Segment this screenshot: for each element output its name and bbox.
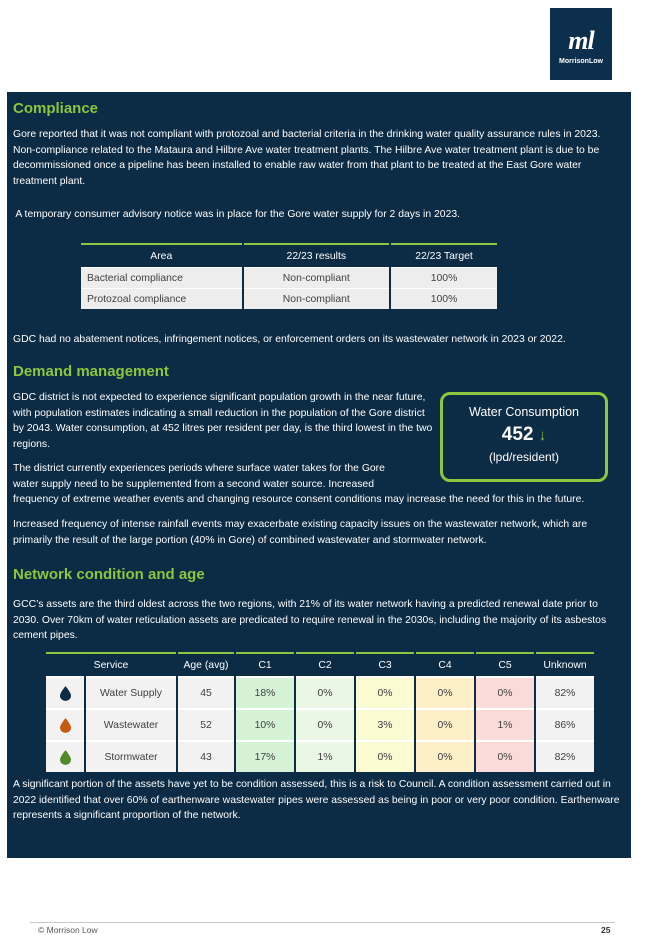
service-icon-cell	[46, 740, 84, 772]
network-paragraph-1: GCC’s assets are the third oldest across the two regions, with 21% of its water network having a predicted renewal date prior to 2030. Over 70km of water reticulation assets are predicated to require renewal in the 2030s, including the majority of its asbestos cement pipes.	[13, 599, 607, 641]
table-cell-c3: 0%	[356, 676, 414, 708]
table-cell-service: Stormwater	[86, 740, 176, 772]
table-cell-c5: 0%	[476, 740, 534, 772]
network-paragraph-2: A significant portion of the assets have yet to be condition assessed, this is a risk to Council. A condition assessment carried out in 2022 identified that over 60% of earthenware wastewater pipes were assessed as being in poor or very poor condition. Earthenware represents a significant proportion of the network.	[13, 779, 620, 821]
network-header-c3: C3	[356, 652, 414, 676]
table-cell: 100%	[391, 267, 497, 288]
table-row	[81, 267, 497, 288]
table-row	[46, 740, 594, 772]
table-cell-c1: 10%	[236, 708, 294, 740]
logo-mark: ml	[568, 26, 594, 55]
wastewater-drop-icon	[60, 718, 71, 733]
arrow-down-icon: ↓	[538, 427, 547, 444]
content-panel	[7, 92, 631, 858]
compliance-paragraph-1: Gore reported that it was not compliant with protozoal and bacterial criteria in the drinking water quality assurance rules in 2023. Non-compliance related to the Mataura and Hilbre Ave water treatment plants. The Hilbre Ave water treatment plant is due to be decommissioned once a pipeline has been installed to enable raw water from that plant to be treated at the East Gore water treatment plant.	[13, 129, 601, 187]
table-cell-service: Water Supply	[86, 676, 176, 708]
network-header-c5: C5	[476, 652, 534, 676]
table-cell-c5: 1%	[476, 708, 534, 740]
table-cell-unknown: 86%	[536, 708, 594, 740]
network-header-c2: C2	[296, 652, 354, 676]
compliance-heading: Compliance	[13, 100, 99, 117]
footer-divider	[30, 922, 615, 923]
table-row	[46, 708, 594, 740]
compliance-header-target: 22/23 Target	[391, 243, 497, 267]
table-cell-age: 52	[178, 708, 234, 740]
demand-paragraph-2b: frequency of extreme weather events and changing resource consent conditions may increase the need for this in the future.	[13, 494, 585, 505]
table-cell-c2: 0%	[296, 708, 354, 740]
demand-paragraph-1: GDC district is not expected to experience significant population growth in the near future, with population estimates indicating a small reduction in the population of the Gore district by 2043. Water consumption, at 452 litres per resident per day, is the third lowest in the two regions.	[13, 392, 433, 450]
page-number: 25	[601, 925, 611, 935]
water-consumption-value: 452	[501, 424, 534, 445]
compliance-table	[79, 243, 499, 309]
table-cell-c5: 0%	[476, 676, 534, 708]
table-cell-c2: 0%	[296, 676, 354, 708]
table-cell-c1: 18%	[236, 676, 294, 708]
compliance-paragraph-2: A temporary consumer advisory notice was in place for the Gore water supply for 2 days in 2023.	[13, 209, 461, 220]
table-cell-unknown: 82%	[536, 740, 594, 772]
table-cell-c4: 0%	[416, 708, 474, 740]
network-header-c4: C4	[416, 652, 474, 676]
demand-heading: Demand management	[13, 363, 169, 380]
compliance-header-area: Area	[81, 243, 242, 267]
network-condition-table	[44, 652, 596, 772]
compliance-header-results: 22/23 results	[244, 243, 390, 267]
table-cell-age: 43	[178, 740, 234, 772]
network-header-c1: C1	[236, 652, 294, 676]
demand-paragraph-3: Increased frequency of intense rainfall events may exacerbate existing capacity issues on the wastewater network, which are primarily the result of the large portion (40% in Gore) of combined wastewater and stormwater network.	[13, 519, 588, 546]
water-consumption-callout	[440, 392, 608, 482]
network-header-age: Age (avg)	[178, 652, 234, 676]
table-cell-c4: 0%	[416, 676, 474, 708]
morrisonlow-logo	[550, 8, 612, 80]
network-heading: Network condition and age	[13, 566, 205, 583]
water-consumption-title: Water Consumption	[469, 405, 579, 419]
water-consumption-value-row	[443, 424, 605, 446]
table-cell-service: Wastewater	[86, 708, 176, 740]
table-row	[81, 288, 497, 309]
table-row	[46, 676, 594, 708]
table-cell: Protozoal compliance	[81, 288, 242, 309]
water-consumption-unit: (lpd/resident)	[488, 450, 560, 464]
table-cell-unknown: 82%	[536, 676, 594, 708]
table-cell-age: 45	[178, 676, 234, 708]
stormwater-drop-icon	[60, 750, 71, 765]
logo-text: MorrisonLow	[559, 58, 603, 65]
network-header-unknown: Unknown	[536, 652, 594, 676]
network-header-service: Service	[46, 652, 176, 676]
service-icon-cell	[46, 676, 84, 708]
table-cell: Bacterial compliance	[81, 267, 242, 288]
service-icon-cell	[46, 708, 84, 740]
table-cell-c3: 3%	[356, 708, 414, 740]
demand-paragraph-2a: The district currently experiences periods where surface water takes for the Gore water supply need to be supplemented from a second water source. Increased	[13, 463, 385, 490]
table-cell-c3: 0%	[356, 740, 414, 772]
water-drop-icon	[60, 686, 71, 701]
table-cell-c1: 17%	[236, 740, 294, 772]
compliance-paragraph-3: GDC had no abatement notices, infringement notices, or enforcement orders on its wastewater network in 2023 or 2022.	[13, 334, 566, 345]
table-cell-c2: 1%	[296, 740, 354, 772]
table-cell: Non-compliant	[244, 288, 390, 309]
table-cell: 100%	[391, 288, 497, 309]
table-cell: Non-compliant	[244, 267, 390, 288]
table-cell-c4: 0%	[416, 740, 474, 772]
footer-copyright: © Morrison Low	[38, 925, 98, 935]
